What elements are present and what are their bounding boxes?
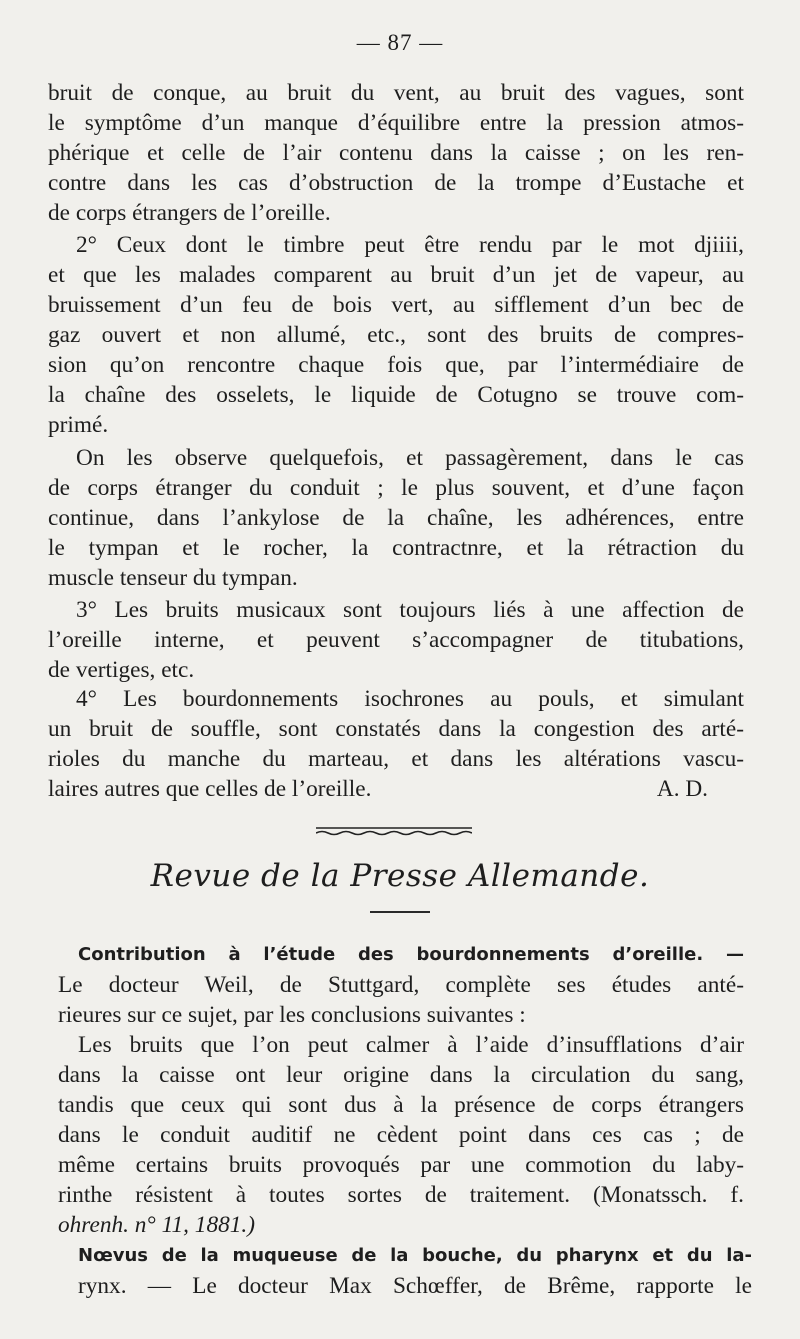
author-signature: A. D. (656, 776, 708, 802)
text-line: 4° Les bourdonnements isochrones au pouls, et simulant (76, 686, 744, 712)
paragraph-compression-noises (48, 230, 744, 440)
text-line: rioles du manche du marteau, et dans les altérations vascu- (48, 746, 744, 772)
text-line: de corps étrangers de l’oreille. (48, 200, 331, 226)
text-line: dans la caisse ont leur origine dans la circulation du sang, (58, 1062, 744, 1088)
text-line-with-signature (48, 774, 744, 804)
section-title: Revue de la Presse Allemande. (150, 858, 650, 894)
wavy-divider (316, 825, 472, 837)
text-line: bruit de conque, au bruit du vent, au bruit des vagues, sont (48, 80, 744, 106)
text-line: laires autres que celles de l’oreille. (48, 776, 372, 802)
text-line: dans le conduit auditif ne cèdent point dans ces cas ; de (58, 1122, 744, 1148)
article-naevus (78, 1241, 752, 1301)
text-line: tandis que ceux qui sont dus à la présence de corps étrangers (58, 1092, 744, 1118)
article-bourdonnements (58, 940, 744, 1240)
text-line: Les bruits que l’on peut calmer à l’aide d’insufflations d’air (78, 1032, 744, 1058)
text-line: bruissement d’un feu de bois vert, au sifflement d’un bec de (48, 292, 744, 318)
text-line: rinthe résistent à toutes sortes de traitement. (Monatssch. f. (58, 1182, 744, 1208)
text-line: contre dans les cas d’obstruction de la trompe d’Eustache et (48, 170, 744, 196)
text-line: un bruit de souffle, sont constatés dans la congestion des arté- (48, 716, 744, 742)
text-line: primé. (48, 412, 109, 438)
text-line: continue, dans l’ankylose de la chaîne, les adhérences, entre (48, 505, 744, 531)
text-line: phérique et celle de l’air contenu dans la caisse ; on les ren- (48, 140, 744, 166)
title-underline (370, 911, 430, 913)
text-line: et que les malades comparent au bruit d’un jet de vapeur, au (48, 262, 744, 288)
text-line: le tympan et le rocher, la contractnre, et la rétraction du (48, 535, 744, 561)
text-line: On les observe quelquefois, et passagèrement, dans le cas (76, 445, 744, 471)
text-line: Le docteur Weil, de Stuttgard, complète ses études anté- (58, 972, 744, 998)
text-line: la chaîne des osselets, le liquide de Cotugno se trouve com- (48, 382, 744, 408)
paragraph-observations (48, 443, 744, 593)
text-line: le symptôme d’un manque d’équilibre entre la pression atmos- (48, 110, 744, 136)
paragraph-noise-conque (48, 78, 744, 228)
article-heading: Contribution à l’étude des bourdonnements d’oreille. — (78, 944, 744, 965)
text-line: même certains bruits provoqués par une commotion du laby- (58, 1152, 744, 1178)
text-line: de vertiges, etc. (48, 657, 195, 683)
text-line: rieures sur ce sujet, par les conclusions suivantes : (58, 1002, 526, 1028)
text-line: rynx. — Le docteur Max Schœffer, de Brême, rapporte le (78, 1273, 752, 1299)
article-heading: Nœvus de la muqueuse de la bouche, du pharynx et du la- (78, 1245, 752, 1266)
text-line: gaz ouvert et non allumé, etc., sont des bruits de compres- (48, 322, 744, 348)
text-line: ohrenh. n° 11, 1881.) (58, 1212, 255, 1238)
text-line: sion qu’on rencontre chaque fois que, par l’intermédiaire de (48, 352, 744, 378)
text-line: 2° Ceux dont le timbre peut être rendu par le mot djiiii, (76, 232, 744, 258)
paragraph-musical-noises (48, 595, 744, 685)
paragraph-isochronous-noises (48, 684, 744, 804)
text-line: muscle tenseur du tympan. (48, 565, 298, 591)
page-number: — 87 — (356, 30, 444, 55)
text-line: l’oreille interne, et peuvent s’accompagner de titubations, (48, 627, 744, 653)
text-line: 3° Les bruits musicaux sont toujours liés à une affection de (76, 597, 744, 623)
text-line: de corps étranger du conduit ; le plus souvent, et d’une façon (48, 475, 744, 501)
